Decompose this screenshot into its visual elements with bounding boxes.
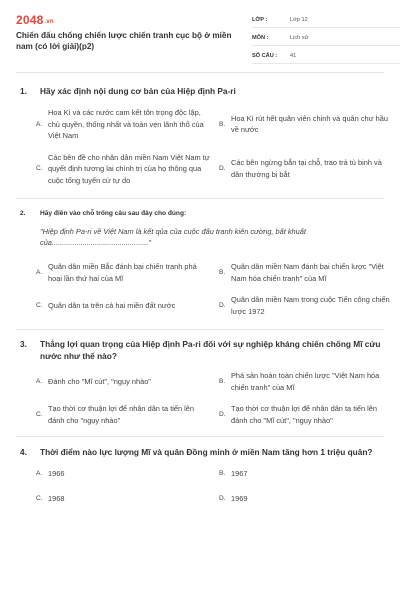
meta-key: LỚP : [252,17,268,23]
options [36,468,384,504]
question-number: 3. [20,339,27,349]
question-header [16,338,384,362]
option-a[interactable] [36,261,211,284]
option-a[interactable] [36,107,211,142]
meta-key: SỐ CÂU : [252,53,278,59]
option-text: Quân dân miền Nam đánh bại chiến lược "Việt Nam hóa chiến tranh" của Mĩ [231,262,384,283]
option-label: B. [219,470,226,477]
meta-subject [252,31,400,46]
question-3 [16,338,384,426]
option-text: 1967 [231,469,248,478]
option-text: Đánh cho "Mĩ cút", "ngụy nhào" [48,376,151,386]
option-c[interactable] [36,493,211,505]
question-number: 4. [20,447,27,457]
question-number: 2. [20,210,26,217]
meta-value: 41 [290,53,297,59]
option-c[interactable] [36,294,211,317]
option-label: C. [36,165,43,172]
logo-text: 2048 [16,13,44,27]
option-b[interactable] [219,370,394,393]
option-text: Quân dân miền Bắc đánh bại chiến tranh phá hoại lần thứ hai của Mĩ [48,262,197,283]
question-header [16,85,384,97]
meta-value: Lớp 12 [290,17,308,23]
option-text: 1969 [231,493,248,503]
option-b[interactable] [219,468,394,480]
option-text: Quân dân miền Nam trong cuộc Tiến công chiến lược 1972 [231,295,390,316]
option-a[interactable] [36,370,211,393]
option-d[interactable] [219,403,394,426]
question-text: Hãy xác định nội dung cơ bản của Hiệp định Pa-ri [40,86,236,96]
option-text: 1966 [48,469,65,478]
divider [16,329,384,330]
option-label: C. [36,410,43,418]
meta-info [252,13,400,67]
option-c[interactable] [36,403,211,426]
divider [16,198,384,199]
option-a[interactable] [36,468,211,480]
options [36,370,384,426]
option-label: A. [36,120,43,128]
meta-count [252,49,400,64]
site-logo[interactable] [16,13,54,27]
option-label: C. [36,301,43,309]
option-label: D. [219,494,226,502]
meta-key: MÔN : [252,35,269,41]
option-label: D. [219,410,226,418]
option-text: 1968 [48,493,65,503]
option-text: Các bên ngừng bắn tại chỗ, trao trả tù binh và dân thường bị bắt [231,158,382,179]
question-number: 1. [20,86,27,96]
option-label: A. [36,470,43,477]
option-d[interactable] [219,294,394,317]
page-title: Chiến đấu chống chiến lược chiến tranh cục bộ ở miền nam (có lời giải)(p2) [16,31,232,51]
options [36,107,388,186]
question-2 [16,208,390,317]
option-label: B. [219,377,226,385]
divider [16,436,384,437]
option-text: Các bên đề cho nhân dân miền Nam Việt Nam tự quyết định tương lai chính trị của họ thông qua cuộc tổng tuyển cử tự do [48,152,210,185]
option-b[interactable] [219,107,394,142]
option-text: Phá sản hoàn toàn chiến lược "Việt Nam hóa chiến tranh" của Mĩ [231,371,380,392]
question-text: Thắng lợi quan trọng của Hiệp định Pa-ri đối với sự nghiệp kháng chiến chống Mĩ cứu nước như thế nào? [40,339,381,361]
header [16,0,384,73]
logo-suffix: .vn [44,19,54,25]
question-1 [16,85,388,186]
option-d[interactable] [219,152,394,187]
meta-grade [252,13,400,28]
option-label: B. [219,120,226,128]
option-text: Hoa Kì và các nước cam kết tôn trọng độc lập, chủ quyền, thống nhất và toàn vẹn lãnh thổ của Việt Nam [48,108,204,140]
question-header [16,446,384,458]
question-quote: "Hiệp định Pa-ri về Việt Nam là kết qủa của cuộc đấu tranh kiên cường, bất khuất của..............................................." [40,227,306,247]
option-d[interactable] [219,493,394,505]
option-label: D. [219,165,226,172]
option-text: Tạo thời cơ thuận lợi để nhân dân ta tiến lên đánh cho "Mĩ cút", "ngụy nhào" [231,404,378,425]
option-text: Quân dân ta trên cả hai miền đất nước [48,300,176,310]
options [36,261,390,317]
option-b[interactable] [219,261,394,284]
option-text: Hoa Kì rút hết quân viên chinh và quân chư hầu về nước [231,113,388,135]
question-header [16,208,384,220]
option-label: B. [219,268,226,276]
meta-value: Lịch sử [290,35,309,41]
question-text: Thời điểm nào lực lượng Mĩ và quân Đồng minh ở miền Nam tăng hơn 1 triệu quân? [40,447,373,457]
question-4 [16,446,384,504]
option-label: D. [219,301,226,309]
question-text: Hãy điền vào chỗ trống câu sau đây cho đúng: [40,210,187,217]
option-label: C. [36,494,43,502]
option-text: Tạo thời cơ thuận lợi để nhân dân ta tiến lên đánh cho "ngụy nhào" [48,404,195,425]
option-label: A. [36,377,43,385]
option-c[interactable] [36,152,211,187]
option-label: A. [36,268,43,276]
